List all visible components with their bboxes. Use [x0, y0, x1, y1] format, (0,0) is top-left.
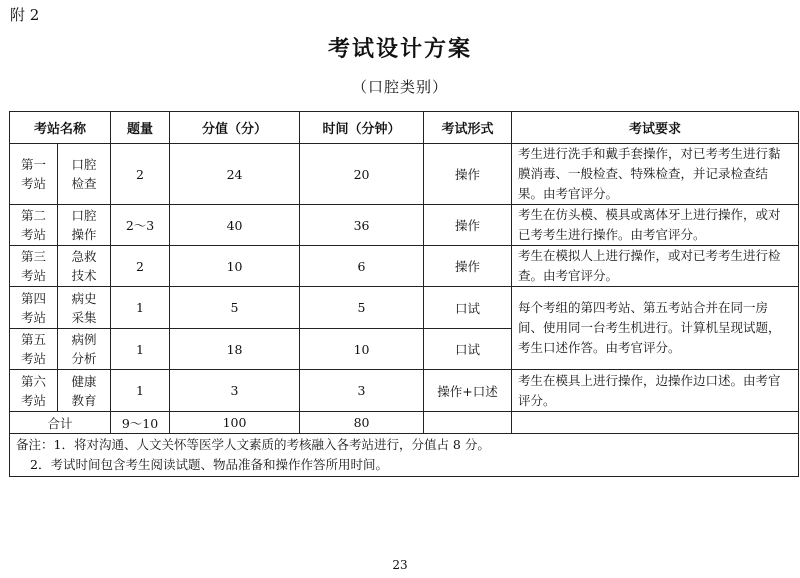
- total-count: 9～10: [111, 412, 170, 434]
- total-form-empty: [424, 412, 512, 434]
- score-cell: 24: [170, 144, 300, 205]
- station-name-line: 教育: [71, 392, 97, 408]
- station-name-line: 检查: [71, 176, 97, 191]
- station-number: [10, 329, 58, 370]
- station-name-line: 分析: [71, 351, 97, 366]
- station-number-line: 考站: [20, 351, 46, 366]
- requirement-cell: 考生在模具上进行操作，边操作边口述。由考官评分。: [512, 370, 799, 412]
- header-score: 分值（分）: [170, 112, 300, 144]
- station-number-line: 考站: [20, 392, 46, 408]
- station-number-line: 考站: [20, 268, 46, 283]
- station-name-line: 病例: [71, 332, 97, 347]
- station-number-line: 第五: [20, 332, 46, 347]
- header-station-name: 考站名称: [10, 112, 111, 144]
- count-cell: 1: [111, 329, 170, 370]
- station-name-line: 病史: [71, 290, 97, 306]
- table-row: [10, 370, 799, 412]
- requirement-cell: 考生在模拟人上进行操作，或对已考考生进行检查。由考官评分。: [512, 246, 799, 287]
- station-number-line: 考站: [20, 176, 46, 191]
- table-row: [10, 144, 799, 205]
- exam-plan-table: [9, 111, 799, 477]
- count-cell: 1: [111, 287, 170, 329]
- score-cell: 18: [170, 329, 300, 370]
- station-number-line: 第四: [20, 290, 46, 306]
- score-cell: 3: [170, 370, 300, 412]
- station-number: [10, 287, 58, 329]
- page-number: 23: [392, 558, 408, 572]
- station-number: [10, 205, 58, 246]
- note-line: 2．考试时间包含考生阅读试题、物品准备和操作作答所用时间。: [30, 457, 388, 472]
- station-number-line: 第六: [20, 373, 46, 389]
- station-number: [10, 246, 58, 287]
- station-name-line: 口腔: [71, 157, 97, 172]
- count-cell: 2: [111, 144, 170, 205]
- table-row: [10, 246, 799, 287]
- station-number: [10, 144, 58, 205]
- station-name-line: 健康: [71, 373, 97, 389]
- count-cell: 1: [111, 370, 170, 412]
- score-cell: 10: [170, 246, 300, 287]
- station-number-line: 第三: [20, 249, 46, 264]
- time-cell: 36: [300, 205, 424, 246]
- station-name: [58, 205, 111, 246]
- time-cell: 5: [300, 287, 424, 329]
- form-cell: 口试: [424, 329, 512, 370]
- station-number-line: 第二: [20, 208, 46, 223]
- form-cell: 操作: [424, 246, 512, 287]
- station-name-line: 操作: [71, 227, 97, 242]
- score-cell: 5: [170, 287, 300, 329]
- station-name: [58, 144, 111, 205]
- form-cell: 操作: [424, 205, 512, 246]
- count-cell: 2～3: [111, 205, 170, 246]
- station-number-line: 考站: [20, 309, 46, 325]
- table-row: [10, 287, 799, 329]
- station-name: [58, 329, 111, 370]
- notes-row: [10, 434, 799, 477]
- total-label: 合计: [10, 412, 111, 434]
- time-cell: 10: [300, 329, 424, 370]
- requirement-cell: 每个考组的第四考站、第五考站合并在同一房间、使用同一台考生机进行。计算机呈现试题，考生口述作答。由考官评分。: [512, 287, 799, 370]
- header-count: 题量: [111, 112, 170, 144]
- attachment-label: 附 2: [10, 6, 40, 24]
- header-time: 时间（分钟）: [300, 112, 424, 144]
- table-row: [10, 205, 799, 246]
- notes-cell: [10, 434, 799, 477]
- time-cell: 3: [300, 370, 424, 412]
- total-row: [10, 412, 799, 434]
- station-name-line: 急救: [71, 249, 97, 264]
- total-score: 100: [170, 412, 300, 434]
- requirement-cell: 考生在仿头模、模具或离体牙上进行操作，或对已考考生进行操作。由考官评分。: [512, 205, 799, 246]
- station-name-line: 口腔: [71, 208, 97, 223]
- station-name-line: 采集: [71, 309, 97, 325]
- table-header-row: [10, 112, 799, 144]
- header-form: 考试形式: [424, 112, 512, 144]
- form-cell: 口试: [424, 287, 512, 329]
- score-cell: 40: [170, 205, 300, 246]
- note-line: 备注：1．将对沟通、人文关怀等医学人文素质的考核融入各考站进行，分值占 8 分。: [16, 437, 490, 452]
- total-requirement-empty: [512, 412, 799, 434]
- station-name: [58, 246, 111, 287]
- station-name: [58, 370, 111, 412]
- station-name-line: 技术: [71, 268, 97, 283]
- form-cell: 操作+口述: [424, 370, 512, 412]
- station-number-line: 考站: [20, 227, 46, 242]
- form-cell: 操作: [424, 144, 512, 205]
- station-number-line: 第一: [20, 157, 46, 172]
- time-cell: 6: [300, 246, 424, 287]
- count-cell: 2: [111, 246, 170, 287]
- header-requirement: 考试要求: [512, 112, 799, 144]
- requirement-cell: 考生进行洗手和戴手套操作，对已考考生进行黏膜消毒、一般检查、特殊检查，并记录检查结果。由考官评分。: [512, 144, 799, 205]
- page-title: 考试设计方案: [327, 36, 472, 62]
- page-subtitle: （口腔类别）: [351, 78, 448, 96]
- station-number: [10, 370, 58, 412]
- station-name: [58, 287, 111, 329]
- total-time: 80: [300, 412, 424, 434]
- time-cell: 20: [300, 144, 424, 205]
